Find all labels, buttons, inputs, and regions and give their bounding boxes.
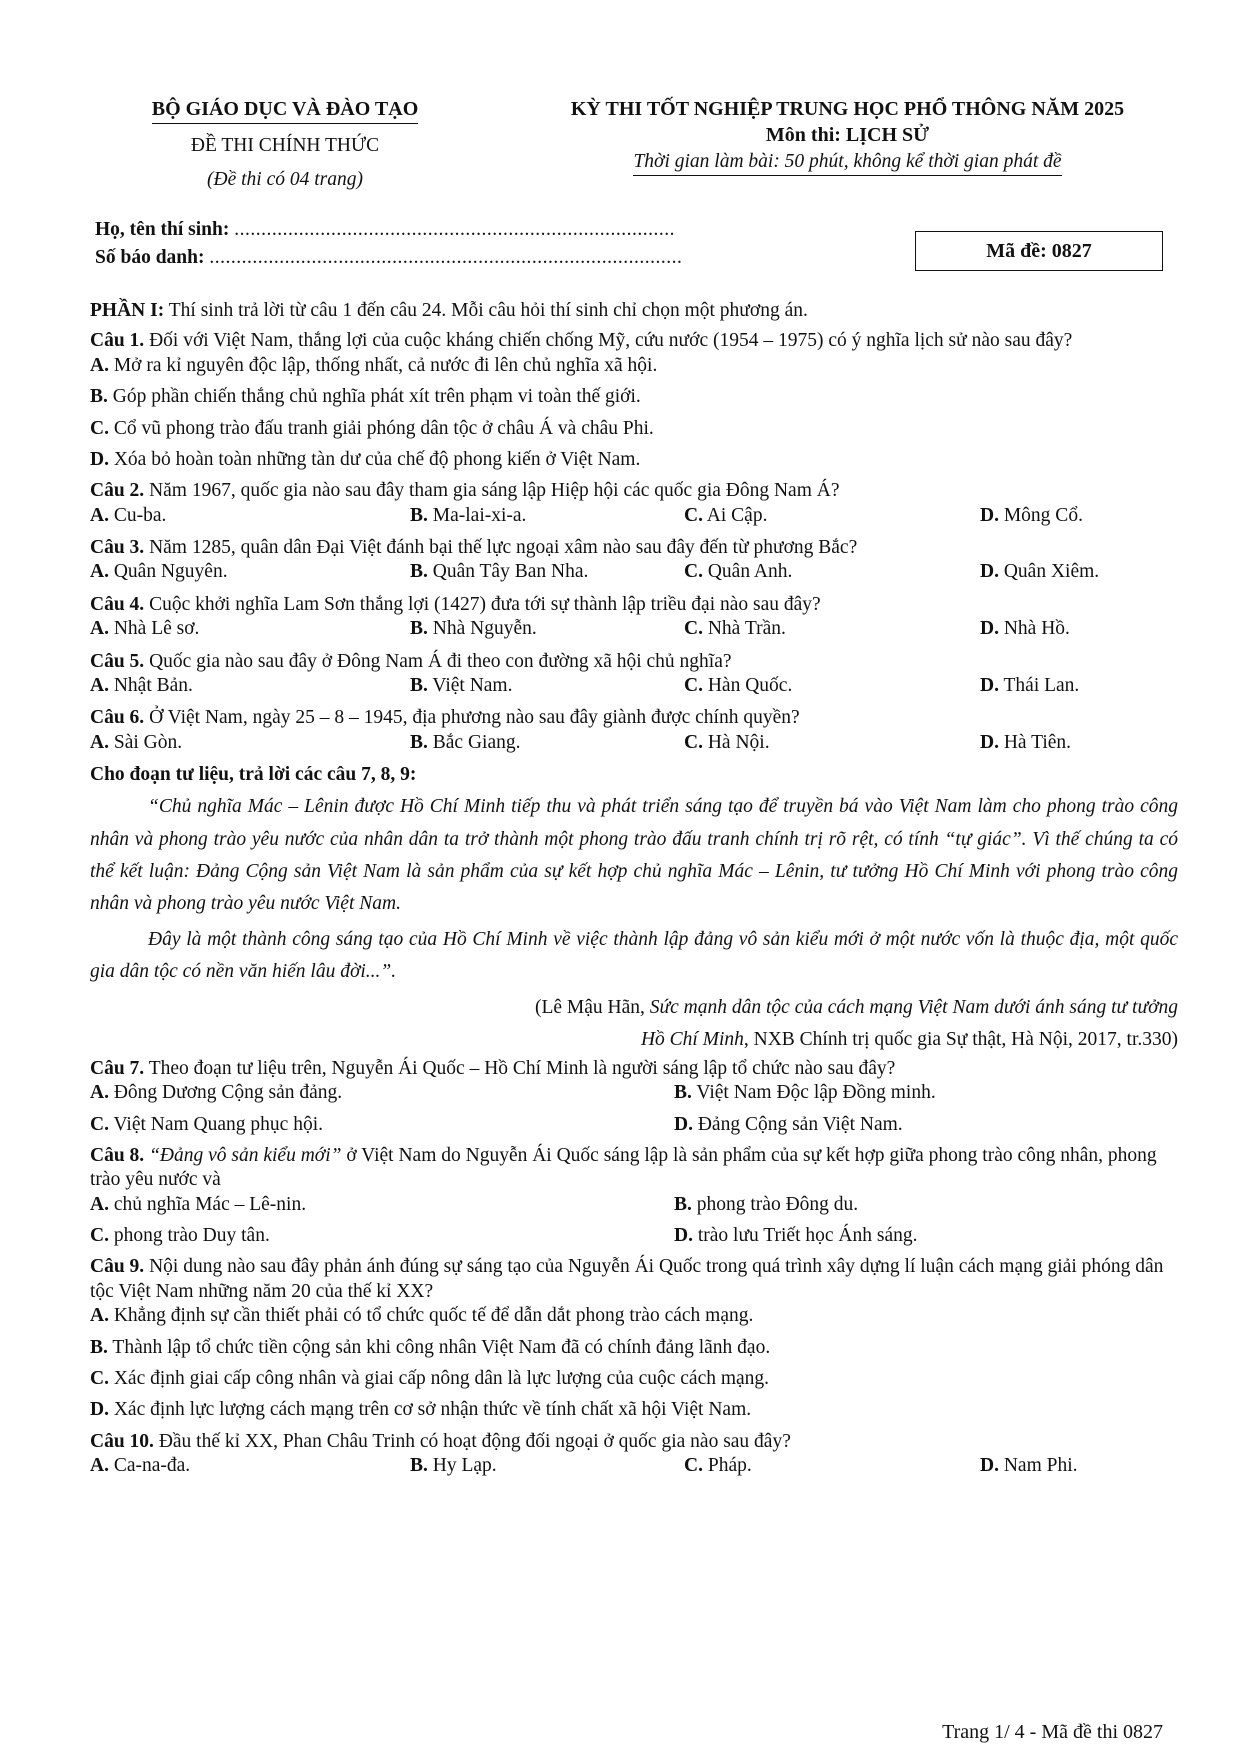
option-key: B. [410,618,428,640]
option-key: D. [674,1113,693,1135]
option-key: B. [90,386,108,408]
option-key: C. [90,1367,109,1389]
option-key: C. [90,417,109,439]
time-note: Thời gian làm bài: 50 phút, không kể thời gian phát đề [633,150,1061,176]
option-4b[interactable] [410,617,684,641]
option-key: A. [90,1082,109,1104]
option-key: A. [90,504,109,526]
option-text: Nhà Hồ. [1003,618,1070,640]
option-key: A. [90,1455,109,1477]
option-3b[interactable] [410,560,684,584]
option-8d[interactable] [674,1224,1178,1248]
pages-note: (Đề thi có 04 trang) [207,169,363,191]
option-key: A. [90,1305,109,1327]
option-8a[interactable] [90,1193,674,1217]
options-row-3 [90,560,1178,584]
option-text: Xác định giai cấp công nhân và giai cấp nông dân là lực lượng của cuộc cách mạng. [113,1367,770,1389]
option-text: Cu-ba. [113,504,167,526]
option-key: C. [90,1113,109,1135]
option-4c[interactable] [684,617,980,641]
option-text: chủ nghĩa Mác – Lê-nin. [113,1193,307,1215]
option-5b[interactable] [410,674,684,698]
option-key: D. [980,674,999,696]
option-9d[interactable] [90,1398,1178,1422]
question-6 [90,706,1178,730]
option-text: Góp phần chiến thắng chủ nghĩa phát xít trên phạm vi toàn thế giới. [112,386,641,408]
candidate-id-line [95,246,682,270]
ministry-name: BỘ GIÁO DỤC VÀ ĐÀO TẠO [152,97,419,124]
option-text: Nhà Lê sơ. [113,618,200,640]
option-8b[interactable] [674,1193,1178,1217]
part-instruction [90,299,1178,323]
option-text: Hy Lạp. [432,1455,497,1477]
option-key: C. [684,674,703,696]
option-text: Mông Cổ. [1003,504,1083,526]
option-1a[interactable] [90,354,1178,378]
question-10 [90,1430,1178,1454]
option-key: D. [90,1399,109,1421]
option-7b[interactable] [674,1081,1178,1105]
option-text: Quân Anh. [707,561,793,583]
option-text: Ma-lai-xi-a. [432,504,527,526]
exam-title: KỲ THI TỐT NGHIỆP TRUNG HỌC PHỔ THÔNG NĂM 2025 [570,98,1125,120]
option-text: Việt Nam Độc lập Đồng minh. [696,1082,936,1104]
question-text: Ở Việt Nam, ngày 25 – 8 – 1945, địa phương nào sau đây giành được chính quyền? [149,707,800,729]
option-9c[interactable] [90,1367,1178,1391]
options-row-2 [90,504,1178,528]
option-text: Việt Nam. [432,674,513,696]
option-2a[interactable] [90,504,410,528]
option-5d[interactable] [980,674,1178,698]
subject-label: Môn thi: LỊCH SỬ [765,124,930,146]
option-text: Hàn Quốc. [707,674,793,696]
option-6c[interactable] [684,731,980,755]
question-number: Câu 3. [90,537,145,558]
option-key: B. [410,504,428,526]
question-text: Nội dung nào sau đây phản ánh đúng sự sáng tạo của Nguyễn Ái Quốc trong quá trình xây dựng lí luận cách mạng giải phóng dân tộc Việt Nam những năm 20 của thế kỉ XX? [90,1256,1164,1302]
option-key: B. [410,1455,428,1477]
question-text: Cuộc khởi nghĩa Lam Sơn thắng lợi (1427) đưa tới sự thành lập triều đại nào sau đây? [149,593,821,615]
option-key: A. [90,731,109,753]
option-3a[interactable] [90,560,410,584]
passage-paragraph-2: Đây là một thành công sáng tạo của Hồ Chí Minh về việc thành lập đảng vô sản kiểu mới ở một nước vốn là thuộc địa, một quốc gia dân tộc có nền văn hiến lâu đời...”. [90,929,1178,983]
exam-code-box: Mã đề: 0827 [915,231,1163,271]
question-number: Câu 2. [90,480,145,502]
option-text: Thành lập tổ chức tiền cộng sản khi công nhân Việt Nam đã có chính đảng lãnh đạo. [112,1336,771,1358]
option-10a[interactable] [90,1454,410,1478]
option-text: Bắc Giang. [432,731,521,753]
option-text: Đông Dương Cộng sản đảng. [113,1082,343,1104]
question-text: Đầu thế kỉ XX, Phan Châu Trinh có hoạt động đối ngoại ở quốc gia nào sau đây? [158,1430,791,1452]
question-number: Câu 5. [90,650,145,672]
option-text: Quân Xiêm. [1003,561,1100,583]
option-text: Quân Nguyên. [113,561,228,583]
option-7c[interactable] [90,1113,674,1137]
option-key: C. [90,1225,109,1247]
option-key: D. [90,448,109,470]
option-1d[interactable] [90,448,1178,472]
source-prefix: (Lê Mậu Hãn, [534,997,650,1019]
option-4d[interactable] [980,617,1178,641]
question-number: Câu 9. [90,1256,145,1278]
option-key: A. [90,561,109,583]
question-2 [90,479,1178,503]
option-text: Nhật Bản. [113,674,193,696]
option-text: Xóa bỏ hoàn toàn những tàn dư của chế độ phong kiến ở Việt Nam. [113,448,641,470]
option-3d[interactable] [980,560,1178,584]
question-number: Câu 6. [90,707,145,729]
options-row-10 [90,1454,1178,1478]
option-5a[interactable] [90,674,410,698]
option-key: B. [410,731,428,753]
passage-source [90,992,1178,1054]
option-key: D. [980,1455,999,1477]
question-4 [90,593,1178,617]
option-text: Việt Nam Quang phục hội. [113,1113,323,1135]
source-title-cont: Hồ Chí Minh [640,1028,744,1050]
part-label: PHẦN I: [90,300,165,321]
option-9b[interactable] [90,1336,1178,1360]
option-text: Xác định lực lượng cách mạng trên cơ sở nhận thức về tính chất xã hội Việt Nam. [113,1399,752,1421]
candidate-name-line [95,218,675,242]
passage-intro: Cho đoạn tư liệu, trả lời các câu 7, 8, 9: [90,764,417,785]
question-number: Câu 10. [90,1430,154,1452]
part-instruction-text: Thí sinh trả lời từ câu 1 đến câu 24. Mỗi câu hỏi thí sinh chỉ chọn một phương án. [168,300,808,321]
option-text: Đảng Cộng sản Việt Nam. [697,1113,903,1135]
option-key: C. [684,561,703,583]
option-text: Nhà Nguyễn. [432,618,537,640]
question-9 [90,1255,1178,1304]
option-key: A. [90,354,109,376]
option-1c[interactable] [90,417,1178,441]
source-title: Sức mạnh dân tộc của cách mạng Việt Nam dưới ánh sáng tư tưởng [649,997,1178,1019]
question-number: Câu 4. [90,593,145,615]
candidate-id-field[interactable]: ........................................................................................ [209,247,683,268]
options-row-8b [90,1224,1178,1248]
options-row-7b [90,1113,1178,1137]
candidate-name-label: Họ, tên thí sinh: [95,219,230,240]
options-row-8a [90,1193,1178,1217]
header-right [500,97,1195,176]
candidate-name-field[interactable]: .................................................................................. [234,219,675,240]
option-text: Sài Gòn. [113,731,183,753]
option-text: Khẳng định sự cần thiết phải có tổ chức quốc tế để dẫn dắt phong trào cách mạng. [113,1305,754,1327]
option-7a[interactable] [90,1081,674,1105]
option-8c[interactable] [90,1224,674,1248]
option-5c[interactable] [684,674,980,698]
source-suffix: , NXB Chính trị quốc gia Sự thật, Hà Nội, 2017, tr.330) [743,1028,1178,1050]
passage-paragraph-1: “Chủ nghĩa Mác – Lênin được Hồ Chí Minh tiếp thu và phát triển sáng tạo để truyền bá vào Việt Nam làm cho phong trào công nhân và phong trào yêu nước của nhân dân ta trở thành một phong trào đấu tranh chính trị rõ rệt, có tính “tự giác”. Vì thế chúng ta có thể kết luận: Đảng Cộng sản Việt Nam là sản phẩm của sự kết hợp chủ nghĩa Mác – Lênin, tư tưởng Hồ Chí Minh với phong trào công nhân và phong trào yêu nước Việt Nam. [90,796,1178,914]
option-text: Hà Tiên. [1003,731,1072,753]
option-text: Nam Phi. [1003,1455,1078,1477]
option-key: C. [684,504,703,526]
question-number: Câu 1. [90,330,145,352]
option-key: C. [684,731,703,753]
option-text: trào lưu Triết học Ánh sáng. [697,1225,918,1247]
question-text: Theo đoạn tư liệu trên, Nguyễn Ái Quốc – Hồ Chí Minh là người sáng lập tổ chức nào sau đây? [148,1057,896,1079]
option-text: Cổ vũ phong trào đấu tranh giải phóng dân tộc ở châu Á và châu Phi. [113,417,654,439]
option-6a[interactable] [90,731,410,755]
option-key: C. [684,1455,703,1477]
option-text: Pháp. [707,1455,752,1477]
option-4a[interactable] [90,617,410,641]
option-10d[interactable] [980,1454,1178,1478]
option-text: Hà Nội. [707,731,770,753]
question-text-italic: “Đảng vô sản kiểu mới” [149,1144,342,1166]
header-left [95,97,475,193]
question-text: Năm 1285, quân dân Đại Việt đánh bại thế lực ngoại xâm nào sau đây đến từ phương Bắc? [149,537,858,558]
question-number: Câu 8. [90,1144,145,1166]
candidate-id-label: Số báo danh: [95,247,205,268]
option-key: C. [684,618,703,640]
option-1b[interactable] [90,385,1178,409]
question-text: ở Việt Nam do Nguyễn Ái Quốc sáng lập là sản phẩm của sự kết hợp giữa phong trào công nhân, phong trào yêu nước và [90,1144,1157,1191]
option-6b[interactable] [410,731,684,755]
option-key: B. [410,561,428,583]
option-2b[interactable] [410,504,684,528]
option-key: B. [90,1336,108,1358]
option-key: D. [980,618,999,640]
option-3c[interactable] [684,560,980,584]
option-text: Thái Lan. [1003,674,1080,696]
option-10b[interactable] [410,1454,684,1478]
question-5 [90,650,1178,674]
option-key: D. [980,561,999,583]
option-text: Quân Tây Ban Nha. [432,561,589,583]
option-10c[interactable] [684,1454,980,1478]
option-text: Nhà Trần. [707,618,786,640]
question-7 [90,1057,1178,1081]
option-key: B. [674,1193,692,1215]
option-2c[interactable] [684,504,980,528]
options-row-7a [90,1081,1178,1105]
question-text: Quốc gia nào sau đây ở Đông Nam Á đi theo con đường xã hội chủ nghĩa? [149,650,732,672]
option-key: D. [980,504,999,526]
option-key: A. [90,674,109,696]
option-7d[interactable] [674,1113,1178,1137]
question-3 [90,536,1178,560]
question-text: Năm 1967, quốc gia nào sau đây tham gia sáng lập Hiệp hội các quốc gia Đông Nam Á? [149,480,840,502]
question-number: Câu 7. [90,1057,145,1079]
options-row-6 [90,731,1178,755]
options-row-5 [90,674,1178,698]
option-6d[interactable] [980,731,1178,755]
option-key: D. [980,731,999,753]
official-label: ĐỀ THI CHÍNH THỨC [190,135,380,156]
exam-body [90,299,1178,1486]
question-8 [90,1144,1178,1193]
option-text: Mở ra kỉ nguyên độc lập, thống nhất, cả nước đi lên chủ nghĩa xã hội. [113,354,658,376]
option-key: A. [90,618,109,640]
option-text: Ai Cập. [706,504,768,526]
option-key: D. [674,1225,693,1247]
options-row-4 [90,617,1178,641]
option-key: B. [674,1082,692,1104]
question-1 [90,329,1178,353]
option-text: Ca-na-đa. [113,1455,191,1477]
option-text: phong trào Đông du. [696,1193,859,1215]
option-2d[interactable] [980,504,1178,528]
option-text: phong trào Duy tân. [113,1225,270,1247]
page-footer: Trang 1/ 4 - Mã đề thi 0827 [942,1721,1163,1743]
option-key: B. [410,674,428,696]
question-text: Đối với Việt Nam, thắng lợi của cuộc kháng chiến chống Mỹ, cứu nước (1954 – 1975) có ý nghĩa lịch sử nào sau đây? [149,330,1073,352]
option-9a[interactable] [90,1304,1178,1328]
option-key: A. [90,1193,109,1215]
